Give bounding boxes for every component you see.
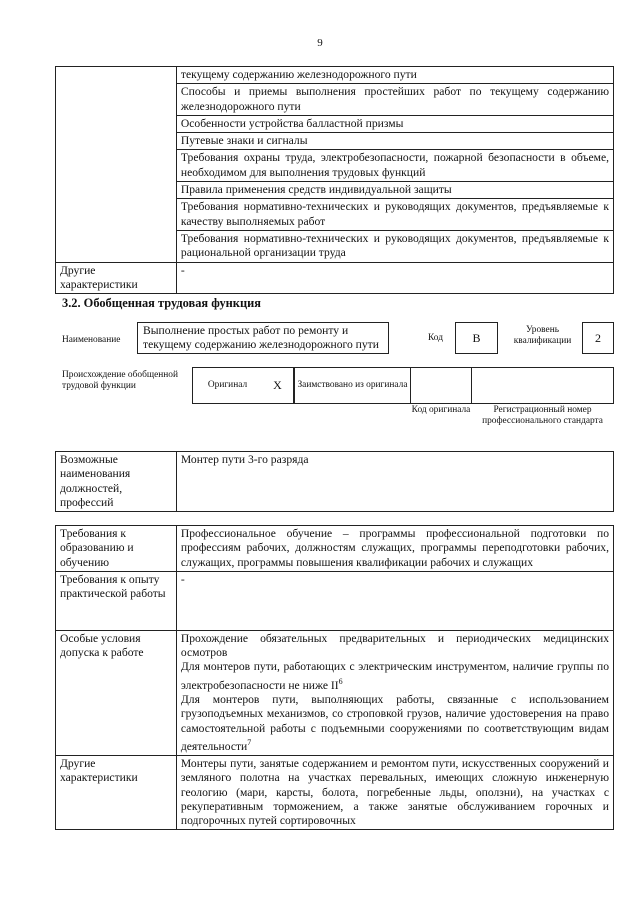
page-number: 9: [317, 37, 323, 49]
knowledge-item: текущему содержанию железнодорожного пути: [176, 67, 613, 84]
other-value: Монтеры пути, занятые содержанием и ремонтом пути, искусственных сооружений и земляного полотна на участках перевальных, имеющих сложную инженерную геологию (мари, карсты, болота, погребенные льды, оползни), на участках с рекуперативным торможением, а также занятые обслуживанием горочных и подгорочных путей сортировочных: [176, 755, 613, 829]
admission-label: Особые условия допуска к работе: [56, 630, 177, 755]
experience-value: -: [176, 571, 613, 630]
registration-number-cell: [471, 367, 614, 404]
code-label: Код: [428, 333, 443, 343]
original-code-cell: [410, 367, 472, 404]
other-characteristics-label: Другие характеристики: [56, 262, 177, 294]
code-value: B: [455, 322, 498, 354]
original-code-caption: Код оригинала: [411, 405, 471, 415]
original-mark: X: [262, 367, 294, 404]
positions-value: Монтер пути 3-го разряда: [176, 452, 613, 512]
admission-line: Прохождение обязательных предварительных и периодических медицинских осмотров: [180, 631, 609, 660]
other-label: Другие характеристики: [56, 755, 177, 829]
origin-label: Происхождение обобщенной трудовой функции: [62, 370, 178, 391]
level-value: 2: [582, 322, 614, 354]
empty-label-cell: [56, 67, 177, 263]
experience-label: Требования к опыту практической работы: [56, 571, 177, 630]
knowledge-item: Способы и приемы выполнения простейших работ по текущему содержанию железнодорожного пути: [176, 84, 613, 116]
level-label: Уровень квалификации: [513, 325, 572, 346]
knowledge-item: Требования нормативно-технических и руководящих документов, предъявляемые к рациональной организации труда: [176, 230, 613, 262]
name-value: Выполнение простых работ по ремонту и текущему содержанию железнодорожного пути: [137, 322, 389, 354]
education-label: Требования к образованию и обучению: [56, 526, 177, 572]
knowledge-item: Требования нормативно-технических и руководящих документов, предъявляемые к качеству выполняемых работ: [176, 199, 613, 231]
name-label: Наименование: [62, 335, 121, 345]
knowledge-table: [55, 66, 614, 294]
original-label: Оригинал: [192, 367, 262, 404]
knowledge-item: Требования охраны труда, электробезопасности, пожарной безопасности в объеме, необходимом для выполнения трудовых функций: [176, 150, 613, 182]
knowledge-item: Особенности устройства балластной призмы: [176, 115, 613, 132]
admission-line: Для монтеров пути, работающих с электрическим инструментом, наличие группы по электробезопасности не ниже $II^6$: [180, 660, 609, 692]
borrowed-label: Заимствовано из оригинала: [294, 367, 411, 404]
education-value: Профессиональное обучение – программы профессиональной подготовки по профессиям рабочих, должностям служащих, программы переподготовки рабочих, служащих, программы повышения квалификации рабочих и служащих: [176, 526, 613, 572]
section-title: 3.2. Обобщенная трудовая функция: [62, 296, 261, 310]
registration-number-caption: Регистрационный номер профессионального стандарта: [482, 405, 603, 426]
knowledge-item: Путевые знаки и сигналы: [176, 133, 613, 150]
admission-line: Для монтеров пути, выполняющих работы, связанные с использованием грузоподъемных механизмов, со строповкой грузов, наличие удостоверения на право самостоятельной работы с подъемными сооружениями по соответствующим видам деятельности$^7$: [180, 692, 609, 753]
positions-table: [55, 451, 614, 512]
requirements-table: [55, 525, 614, 830]
other-characteristics-value: -: [176, 262, 613, 294]
admission-value: [176, 630, 613, 755]
knowledge-item: Правила применения средств индивидуальной защиты: [176, 182, 613, 199]
positions-label: Возможные наименования должностей, профессий: [56, 452, 177, 512]
